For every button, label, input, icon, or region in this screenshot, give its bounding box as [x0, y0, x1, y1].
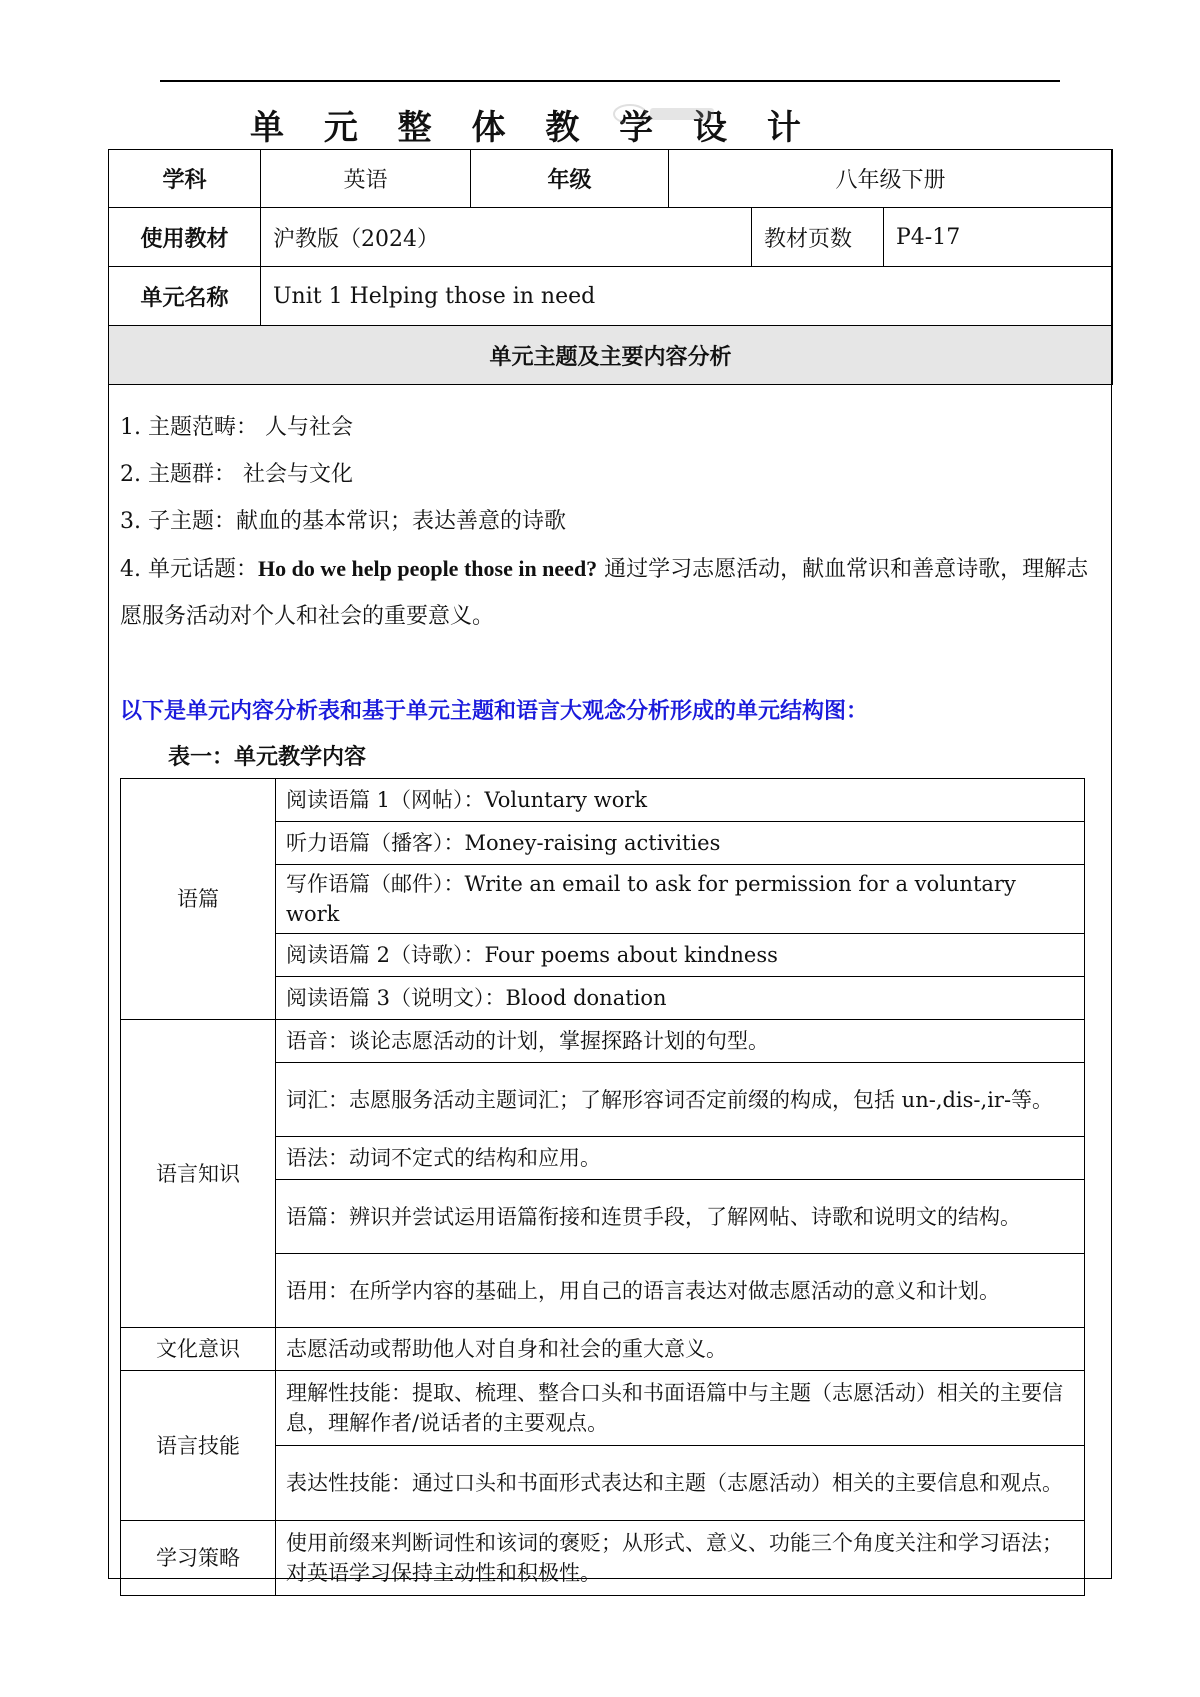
subject-label: 学科 — [109, 150, 261, 208]
textbook-label: 使用教材 — [109, 208, 261, 267]
text-row: 阅读语篇 3（说明文）：Blood donation — [276, 977, 1085, 1020]
knowledge-row: 语法：动词不定式的结构和应用。 — [276, 1137, 1085, 1180]
knowledge-row: 词汇：志愿服务活动主题词汇；了解形容词否定前缀的构成，包括 un-,dis-,ir-等。 — [276, 1063, 1085, 1137]
culture-category: 文化意识 — [121, 1328, 276, 1371]
pages-label: 教材页数 — [752, 208, 884, 267]
page-title: 单 元 整 体 教 学 设 计 — [250, 108, 815, 148]
knowledge-row: 语用：在所学内容的基础上，用自己的语言表达对做志愿活动的意义和计划。 — [276, 1254, 1085, 1328]
blue-note: 以下是单元内容分析表和基于单元主题和语言大观念分析形成的单元结构图： — [120, 699, 869, 724]
pages-value: P4-17 — [884, 208, 1113, 267]
table-title: 表一：单元教学内容 — [168, 745, 367, 770]
analysis-line-3: 3. 子主题：献血的基本常识；表达善意的诗歌 — [120, 509, 566, 534]
grade-value: 八年级下册 — [669, 150, 1113, 208]
text-row: 听力语篇（播客）：Money-raising activities — [276, 822, 1085, 865]
culture-row: 志愿活动或帮助他人对自身和社会的重大意义。 — [276, 1328, 1085, 1371]
strategy-row: 使用前缀来判断词性和该词的褒贬；从形式、意义、功能三个角度关注和学习语法；对英语学习保持主动性和积极性。 — [276, 1521, 1085, 1596]
subject-value: 英语 — [261, 150, 471, 208]
topic-prefix: 4. 单元话题： — [120, 557, 258, 582]
textbook-value: 沪教版（2024） — [261, 208, 752, 267]
text-row: 阅读语篇 2（诗歌）：Four poems about kindness — [276, 934, 1085, 977]
knowledge-row: 语音：谈论志愿活动的计划，掌握探路计划的句型。 — [276, 1020, 1085, 1063]
analysis-line-2: 2. 主题群： 社会与文化 — [120, 462, 353, 487]
header-rule — [160, 80, 1060, 82]
analysis-line-1: 1. 主题范畴： 人与社会 — [120, 415, 353, 440]
grade-label: 年级 — [471, 150, 669, 208]
section-band: 单元主题及主要内容分析 — [109, 326, 1113, 385]
text-row: 阅读语篇 1（网帖）：Voluntary work — [276, 779, 1085, 822]
skills-row: 表达性技能：通过口头和书面形式表达和主题（志愿活动）相关的主要信息和观点。 — [276, 1446, 1085, 1521]
content-table — [120, 778, 1085, 1596]
topic-description: 通过学习志愿活动，献血常识和善意诗歌，理解志愿服务活动对个人和社会的重要意义。 — [120, 557, 1089, 629]
topic-question: Ho do we help people those in need? — [257, 556, 598, 581]
skills-row: 理解性技能：提取、梳理、整合口头和书面语篇中与主题（志愿活动）相关的主要信息，理解作者/说话者的主要观点。 — [276, 1371, 1085, 1446]
knowledge-row: 语篇：辨识并尝试运用语篇衔接和连贯手段，了解网帖、诗歌和说明文的结构。 — [276, 1180, 1085, 1254]
watermark-logo-icon — [610, 100, 720, 128]
texts-category: 语篇 — [121, 779, 276, 1020]
unit-label: 单元名称 — [109, 267, 261, 326]
knowledge-category: 语言知识 — [121, 1020, 276, 1328]
unit-value: Unit 1 Helping those in need — [261, 267, 1113, 326]
analysis-line-4 — [120, 545, 1100, 640]
skills-category: 语言技能 — [121, 1371, 276, 1521]
analysis-block — [120, 404, 1100, 640]
strategy-category: 学习策略 — [121, 1521, 276, 1596]
text-row: 写作语篇（邮件）：Write an email to ask for permission for a voluntary work — [276, 865, 1085, 934]
